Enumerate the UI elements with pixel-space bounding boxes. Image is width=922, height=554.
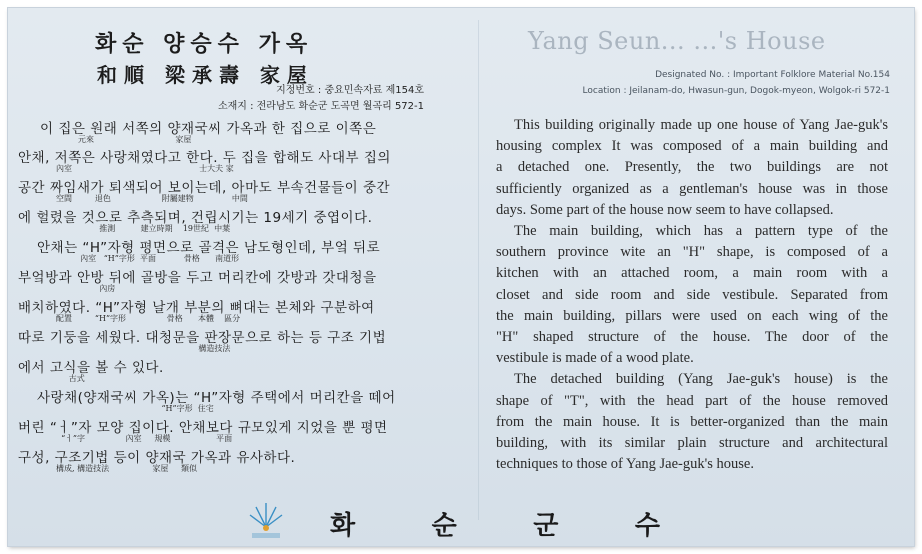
hanja-annotation-line: 配置 “H”字形 骨格 本體 區分 — [56, 314, 241, 323]
korean-text-line: 공간 짜임새가 퇴색되어 보이는데, 아마도 부속건물들이 중간 — [18, 180, 391, 196]
hanja-annotation-line: 內室 士大夫 家 — [56, 164, 234, 173]
county-governor-signature — [330, 505, 660, 542]
korean-text-line: 버린 “ㅓ”자 모양 집이다. 안채보다 규모있게 지었을 뿐 평면 — [18, 420, 388, 436]
english-text-line: vestibule is made of a wood plate. — [496, 350, 694, 367]
korean-text-line: 배치하였다. “H”자형 날개 부분의 뼈대는 본체와 구분하여 — [18, 300, 375, 316]
hanja-annotation-line: 內房 — [56, 284, 116, 293]
footer-char: 화 — [330, 511, 356, 541]
korean-designation: 지정번호 : 중요민속자료 제154호 — [276, 85, 424, 96]
hanja-annotation-line: 構造技法 — [56, 344, 231, 353]
korean-text-line: 안채는 “H”자형 평면으로 골격은 남도형인데, 부엌 뒤로 — [37, 240, 381, 256]
korean-text-line: 사랑채(양재국씨 가옥)는 “H”자형 주택에서 머리칸을 떼어 — [37, 390, 396, 406]
english-text-line: shape of "T", with the head part of the house removed — [496, 392, 888, 409]
korean-text-line: 에 헐렸을 것으로 추측되며, 건립시기는 19세기 중엽이다. — [18, 210, 373, 226]
hanja-annotation-line: 內室 “H”字形 平面 骨格 南道形 — [75, 254, 240, 263]
korean-text-line: 이 집은 원래 서쪽의 양재국씨 가옥과 한 집으로 이쪽은 — [40, 121, 377, 137]
korean-text-line: 부엌방과 안방 뒤에 골방을 두고 머리칸에 갓방과 갓대청을 — [18, 270, 377, 286]
english-text-line: southern province wite an "H" shape, is composed of a — [496, 244, 888, 261]
hanja-annotation-line: 空間 退色 附屬建物 中間 — [56, 194, 248, 203]
english-text-line: The main building, which has a pattern type of the — [514, 223, 888, 239]
hanja-annotation-line: “ㅓ”字 內室 規模 平面 — [56, 434, 233, 443]
english-text-line: building, with its similar plain structure and architectural — [496, 435, 888, 451]
english-text-line: techniques to those of Yang Jae-guk's house. — [496, 456, 754, 473]
footer-char: 순 — [431, 511, 457, 541]
footer-char: 수 — [634, 511, 660, 541]
english-text-line: "H" shaped structure of the house. The door of the — [496, 329, 888, 345]
korean-text-line: 에서 고식을 볼 수 있다. — [18, 360, 164, 376]
english-text-line: days. Some part of the house now seem to have collapsed. — [496, 201, 834, 218]
column-divider — [478, 20, 479, 520]
english-text-line: This building originally made up one house of Yang Jae-guk's — [514, 117, 888, 133]
english-text-line: housing complex It was composed of a main building and — [496, 138, 888, 155]
english-text-line: from the main house. It is better-organized than the main — [496, 413, 888, 430]
english-designation: Designated No. : Important Folklore Material No.154 — [655, 70, 890, 80]
english-text-line: closet and side room and side vestibule. Separated from — [496, 286, 888, 303]
korean-text-line: 안채, 저쪽은 사랑채였다고 한다. 두 집을 합해도 사대부 집의 — [18, 150, 391, 166]
korean-text-line: 구성, 구조기법 등이 양재국 가옥과 유사하다. — [18, 450, 296, 466]
footer-char: 군 — [533, 511, 559, 541]
english-text-line: a detached one. Presently, the two buildings are not — [496, 159, 888, 176]
korean-title: 화순 양승수 가옥 — [95, 32, 314, 57]
korean-text-line: 따로 기둥을 세웠다. 대청문을 판장문으로 하는 등 구조 기법 — [18, 330, 387, 346]
english-title: Yang Seun... ...'s House — [528, 27, 826, 55]
hanja-title: 和順 梁承壽 家屋 — [97, 63, 314, 87]
english-text-line: kitchen with an attached room, a main room with a — [496, 265, 888, 282]
hanja-annotation-line: 推測 建立時期 19世紀 中葉 — [56, 224, 231, 233]
hanja-annotation-line: “H”字形 住宅 — [75, 404, 214, 413]
english-text-line: The detached building (Yang Jae-guk's house) is the — [514, 371, 888, 388]
english-text-line: sufficiently organized as a gentleman's house was in those — [496, 180, 888, 197]
hwasun-county-logo-icon — [246, 497, 286, 541]
hanja-annotation-line: 元來 家屋 — [78, 135, 192, 144]
hanja-annotation-line: 構成, 構造技法 家屋 類似 — [56, 464, 198, 473]
english-location: Location : Jeilanam-do, Hwasun-gun, Dogok-myeon, Wolgok-ri 572-1 — [582, 86, 890, 96]
hanja-annotation-line: 古式 — [56, 374, 85, 383]
korean-location: 소재지 : 전라남도 화순군 도곡면 월곡리 572-1 — [217, 101, 424, 112]
english-text-line: the main building, pillars were used on each wing of the — [496, 307, 888, 324]
